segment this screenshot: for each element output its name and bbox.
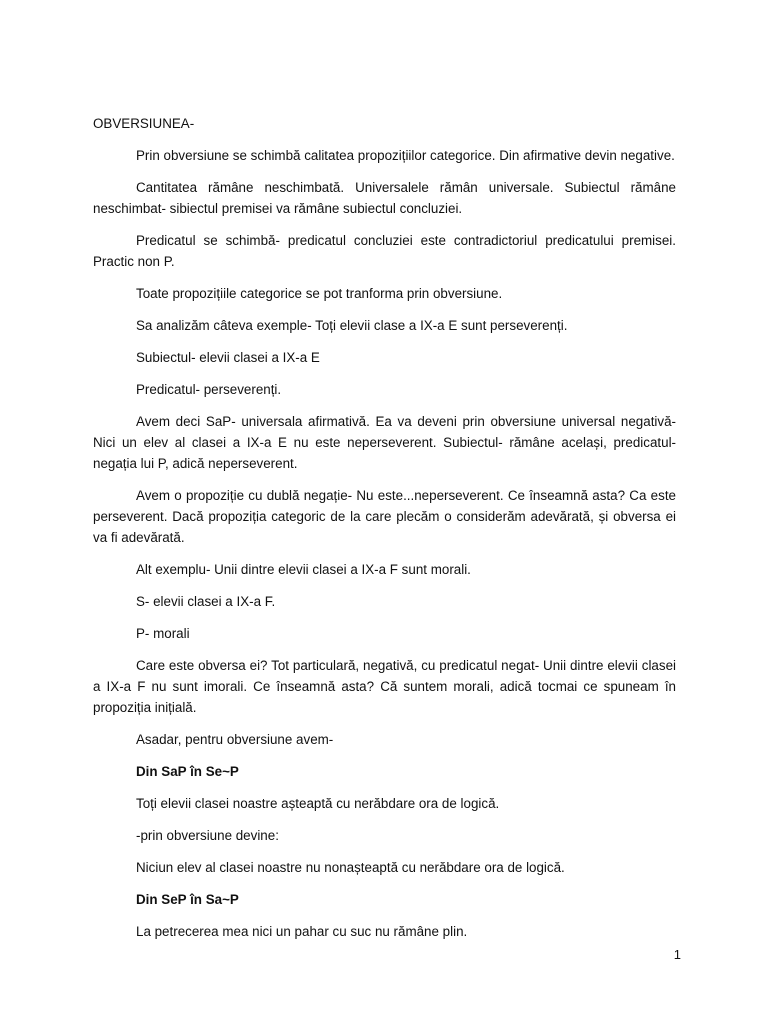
paragraph: Subiectul- elevii clasei a IX-a E xyxy=(136,350,320,365)
document-body xyxy=(93,114,676,953)
paragraph: Niciun elev al clasei noastre nu nonașteaptă cu nerăbdare ora de logică. xyxy=(136,860,565,875)
paragraph: Care este obversa ei? Tot particulară, negativă, cu predicatul negat- Unii dintre elevii clasei a IX-a F nu sunt imorali. Ce înseamnă asta? Că suntem morali, adică tocmai ce spuneam în propoziția inițială. xyxy=(93,658,676,715)
paragraph: La petrecerea mea nici un pahar cu suc nu rămâne plin. xyxy=(136,924,468,939)
paragraph: Prin obversiune se schimbă calitatea propozițiilor categorice. Din afirmative devin negative. xyxy=(136,148,675,163)
page-number: 1 xyxy=(673,947,681,962)
paragraph: Avem deci SaP- universala afirmativă. Ea va deveni prin obversiune universal negativă- Nici un elev al clasei a IX-a E nu este neperseverent. Subiectul- rămâne același, predicatul- negația lui P, adică neperseverent. xyxy=(93,414,676,471)
paragraph: Alt exemplu- Unii dintre elevii clasei a IX-a F sunt morali. xyxy=(136,562,471,577)
paragraph: S- elevii clasei a IX-a F. xyxy=(136,594,276,609)
paragraph: Avem o propoziție cu dublă negație- Nu este...neperseverent. Ce înseamnă asta? Ca este perseverent. Dacă propoziția categoric de la care plecăm o considerăm adevărată, și obversa ei va fi adevărată. xyxy=(93,488,676,545)
paragraph: Predicatul- perseverenți. xyxy=(136,382,282,397)
rule-heading: Din SaP în Se~P xyxy=(136,764,239,779)
paragraph: Cantitatea rămâne neschimbată. Universalele rămân universale. Subiectul rămâne neschimbat- sibiectul premisei va rămâne subiectul concluziei. xyxy=(93,180,676,216)
paragraph: Asadar, pentru obversiune avem- xyxy=(136,732,334,747)
paragraph: Predicatul se schimbă- predicatul concluziei este contradictoriul predicatului premisei. Practic non P. xyxy=(93,233,676,269)
document-heading: OBVERSIUNEA- xyxy=(93,116,195,131)
paragraph: Toți elevii clasei noastre așteaptă cu nerăbdare ora de logică. xyxy=(136,796,500,811)
paragraph: P- morali xyxy=(136,626,190,641)
paragraph: Toate propozițiile categorice se pot tranforma prin obversiune. xyxy=(136,286,503,301)
rule-heading: Din SeP în Sa~P xyxy=(136,892,239,907)
paragraph: Sa analizăm câteva exemple- Toți elevii clase a IX-a E sunt perseverenți. xyxy=(136,318,568,333)
paragraph: -prin obversiune devine: xyxy=(136,828,279,843)
